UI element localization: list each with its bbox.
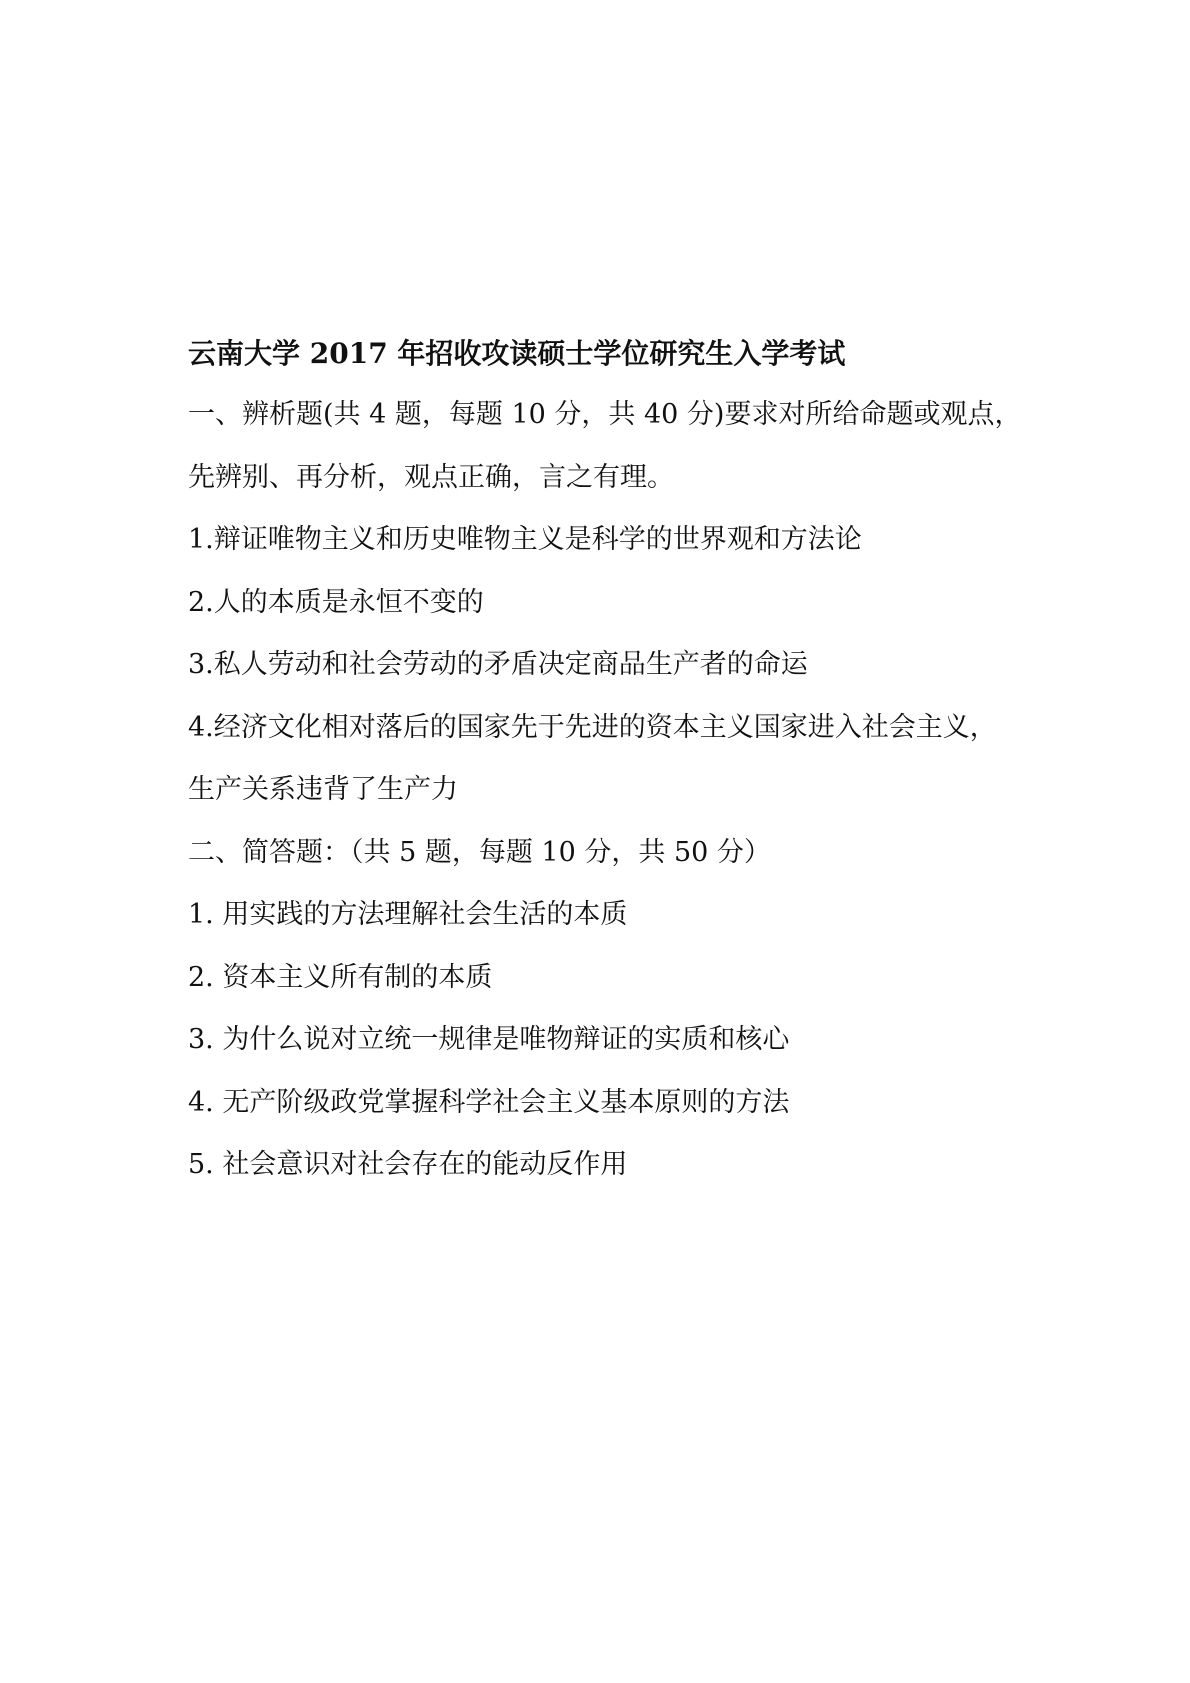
section2-question-2: 2. 资本主义所有制的本质 (188, 961, 493, 993)
section2-question-3: 3. 为什么说对立统一规律是唯物辩证的实质和核心 (188, 1024, 790, 1055)
exam-title: 云南大学 2017 年招收攻读硕士学位研究生入学考试 (188, 337, 846, 370)
section1-question-4: 4.经济文化相对落后的国家先于先进的资本主义国家进入社会主义， (188, 711, 997, 743)
section2-question-5: 5. 社会意识对社会存在的能动反作用 (188, 1149, 628, 1180)
section1-instructions: 先辨别、再分析，观点正确，言之有理。 (188, 461, 674, 493)
section2-heading: 二、简答题：（共 5 题，每题 10 分，共 50 分） (188, 836, 771, 868)
document-body (188, 333, 1048, 1208)
section1-question-1: 1.辩证唯物主义和历史唯物主义是科学的世界观和方法论 (188, 524, 862, 555)
section1-question-3: 3.私人劳动和社会劳动的矛盾决定商品生产者的命运 (188, 649, 808, 680)
section1-question-2: 2.人的本质是永恒不变的 (188, 586, 484, 618)
section1-heading: 一、辨析题(共 4 题，每题 10 分，共 40 分)要求对所给命题或观点， (188, 399, 1022, 430)
section2-question-1: 1. 用实践的方法理解社会生活的本质 (188, 899, 628, 930)
section2-question-4: 4. 无产阶级政党掌握科学社会主义基本原则的方法 (188, 1086, 790, 1118)
section1-question-4-continued: 生产关系违背了生产力 (188, 774, 458, 805)
